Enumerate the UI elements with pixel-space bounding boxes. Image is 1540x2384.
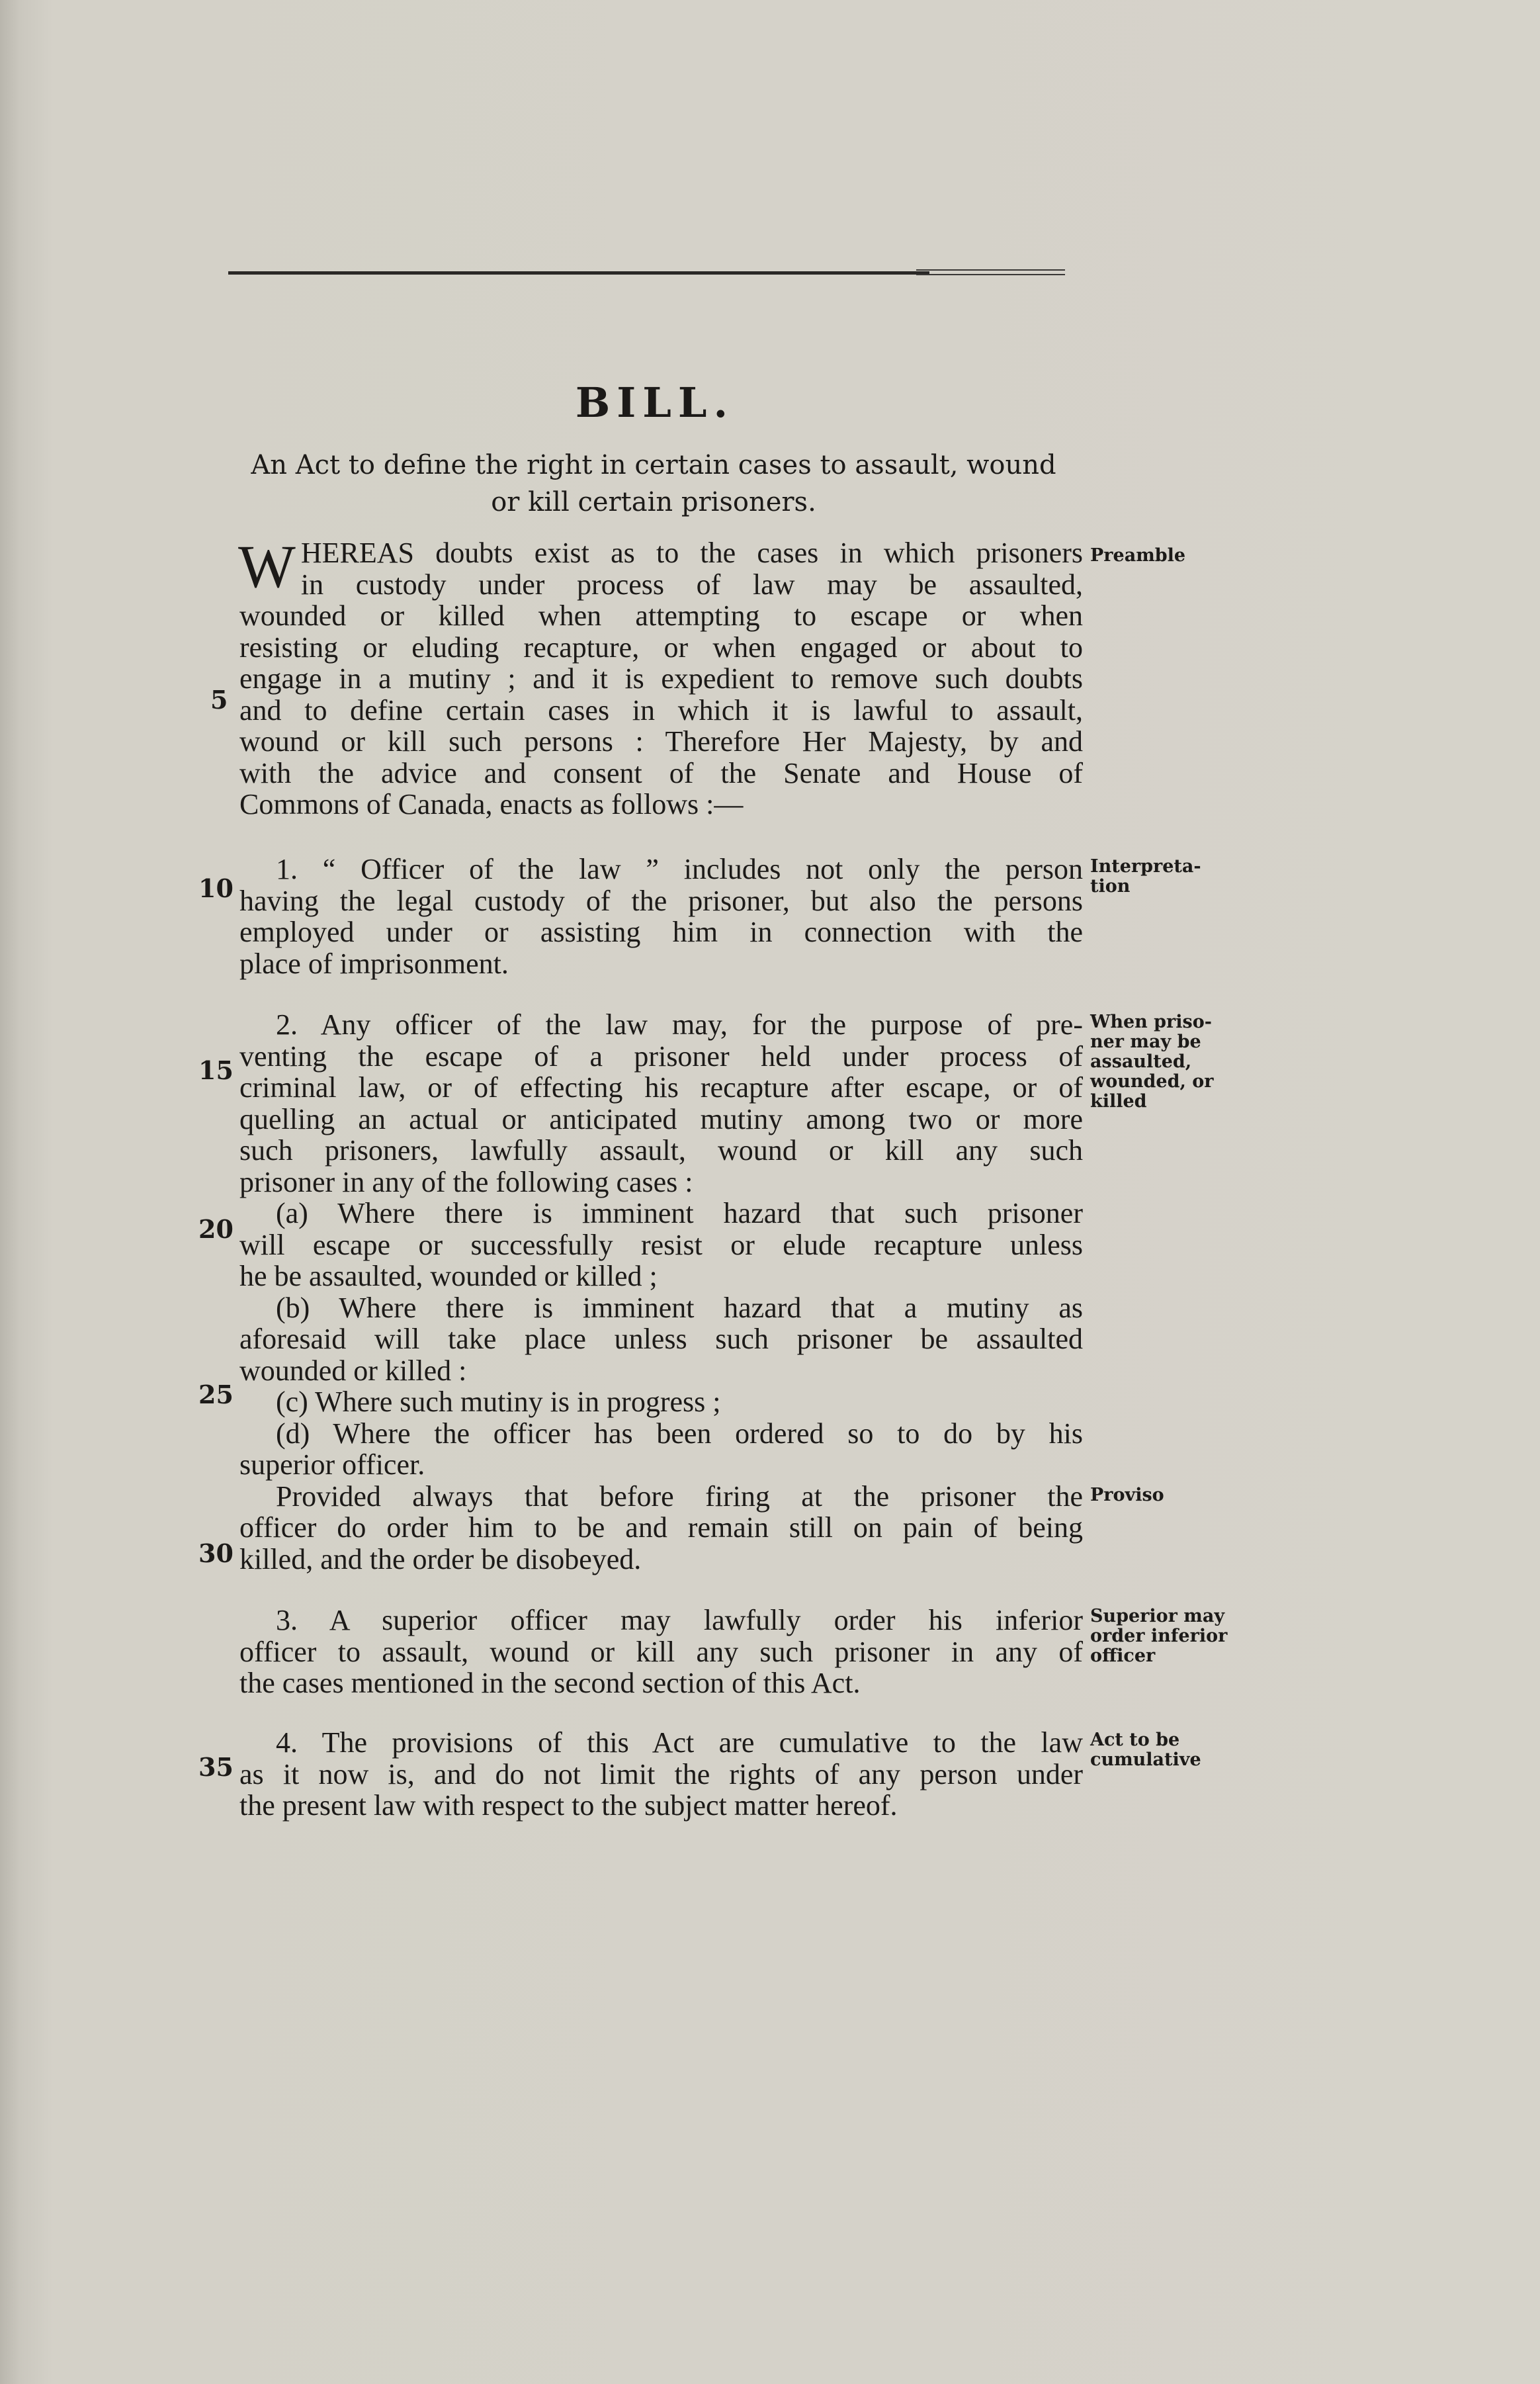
preamble-line: Commons of Canada, enacts as follows :—	[239, 788, 744, 820]
section-2-line: (c) Where such mutiny is in progress ;	[276, 1386, 721, 1418]
section-4-line: the present law with respect to the subject matter hereof.	[239, 1789, 898, 1822]
proviso-line: officer do order him to be and remain still on pain of being	[239, 1511, 1083, 1544]
line-number: 10	[198, 873, 234, 903]
section-2-line: he be assaulted, wounded or killed ;	[239, 1260, 658, 1292]
margin-note-interpretation: Interpreta- tion	[1090, 856, 1201, 897]
line-number: 5	[210, 685, 228, 715]
section-2	[239, 1009, 1083, 1575]
header-rule	[228, 269, 1065, 277]
preamble-line: resisting or eluding recapture, or when engaged or about to	[239, 631, 1083, 664]
margin-note-proviso: Proviso	[1090, 1485, 1164, 1505]
line-number: 35	[198, 1752, 234, 1782]
dropcap: W	[238, 533, 296, 600]
section-3-line: the cases mentioned in the second section of this Act.	[239, 1667, 861, 1699]
section-2-line: will escape or successfully resist or elude recapture unless	[239, 1228, 1083, 1261]
section-1-line: place of imprisonment.	[239, 947, 509, 980]
section-2-line: 2. Any officer of the law may, for the purpose of pre-	[276, 1008, 1083, 1041]
proviso-line: killed, and the order be disobeyed.	[239, 1542, 642, 1575]
section-2-line: (a) Where there is imminent hazard that such prisoner	[276, 1197, 1083, 1229]
preamble	[238, 533, 1083, 820]
section-3	[239, 1605, 1083, 1699]
section-2-line: such prisoners, lawfully assault, wound or kill any such	[239, 1134, 1083, 1167]
section-2-line: venting the escape of a prisoner held under process of	[239, 1039, 1083, 1073]
section-4-line: 4. The provisions of this Act are cumulative to the law	[276, 1726, 1083, 1759]
section-2-line: aforesaid will take place unless such prisoner be assaulted	[239, 1323, 1083, 1355]
section-2-line: superior officer.	[239, 1448, 425, 1481]
section-1	[239, 854, 1083, 979]
preamble-line: and to define certain cases in which it is lawful to assault,	[239, 693, 1083, 727]
margin-note-when-prisoner: When priso- ner may be assaulted, wounded, or killed	[1090, 1012, 1214, 1112]
preamble-line: with the advice and consent of the Senate and House of	[239, 756, 1083, 789]
preamble-line: wound or kill such persons : Therefore Her Majesty, by and	[239, 725, 1083, 758]
line-number: 30	[198, 1538, 234, 1568]
preamble-line: HEREAS doubts exist as to the cases in which prisoners	[300, 537, 1083, 569]
preamble-line: in custody under process of law may be assaulted,	[300, 568, 1083, 601]
preamble-line: engage in a mutiny ; and it is expedient to remove such doubts	[239, 662, 1083, 695]
section-2-line: wounded or killed :	[239, 1354, 467, 1387]
margin-note-preamble: Preamble	[1090, 545, 1186, 566]
line-number: 15	[198, 1055, 234, 1085]
section-1-line: 1. “ Officer of the law ” includes not only the person	[276, 853, 1083, 885]
margin-note-superior: Superior may order inferior officer	[1090, 1606, 1228, 1666]
preamble-line: wounded or killed when attempting to escape or when	[239, 599, 1083, 632]
section-4	[239, 1727, 1083, 1822]
section-4-line: as it now is, and do not limit the rights of any person under	[239, 1757, 1083, 1790]
proviso-line: Provided always that before firing at the prisoner the	[276, 1479, 1083, 1513]
section-1-line: employed under or assisting him in connection with the	[239, 916, 1083, 948]
section-2-line: (d) Where the officer has been ordered so to do by his	[276, 1417, 1083, 1450]
margin-note-cumulative: Act to be cumulative	[1090, 1730, 1201, 1770]
section-2-line: prisoner in any of the following cases :	[239, 1165, 693, 1198]
section-3-line: officer to assault, wound or kill any such prisoner in any of	[239, 1635, 1083, 1668]
section-1-line: having the legal custody of the prisoner, but also the persons	[239, 884, 1083, 917]
line-number: 25	[198, 1380, 234, 1409]
section-3-line: 3. A superior officer may lawfully order his inferior	[276, 1604, 1083, 1636]
bill-subtitle: An Act to define the right in certain cases to assault, wound or kill certain prisoners.	[251, 450, 1056, 517]
section-2-line: (b) Where there is imminent hazard that a mutiny as	[276, 1291, 1083, 1324]
line-number: 20	[198, 1214, 234, 1244]
section-2-line: criminal law, or of effecting his recapture after escape, or of	[239, 1071, 1083, 1104]
section-2-line: quelling an actual or anticipated mutiny among two or more	[239, 1102, 1083, 1135]
bill-title: BILL.	[575, 378, 735, 427]
